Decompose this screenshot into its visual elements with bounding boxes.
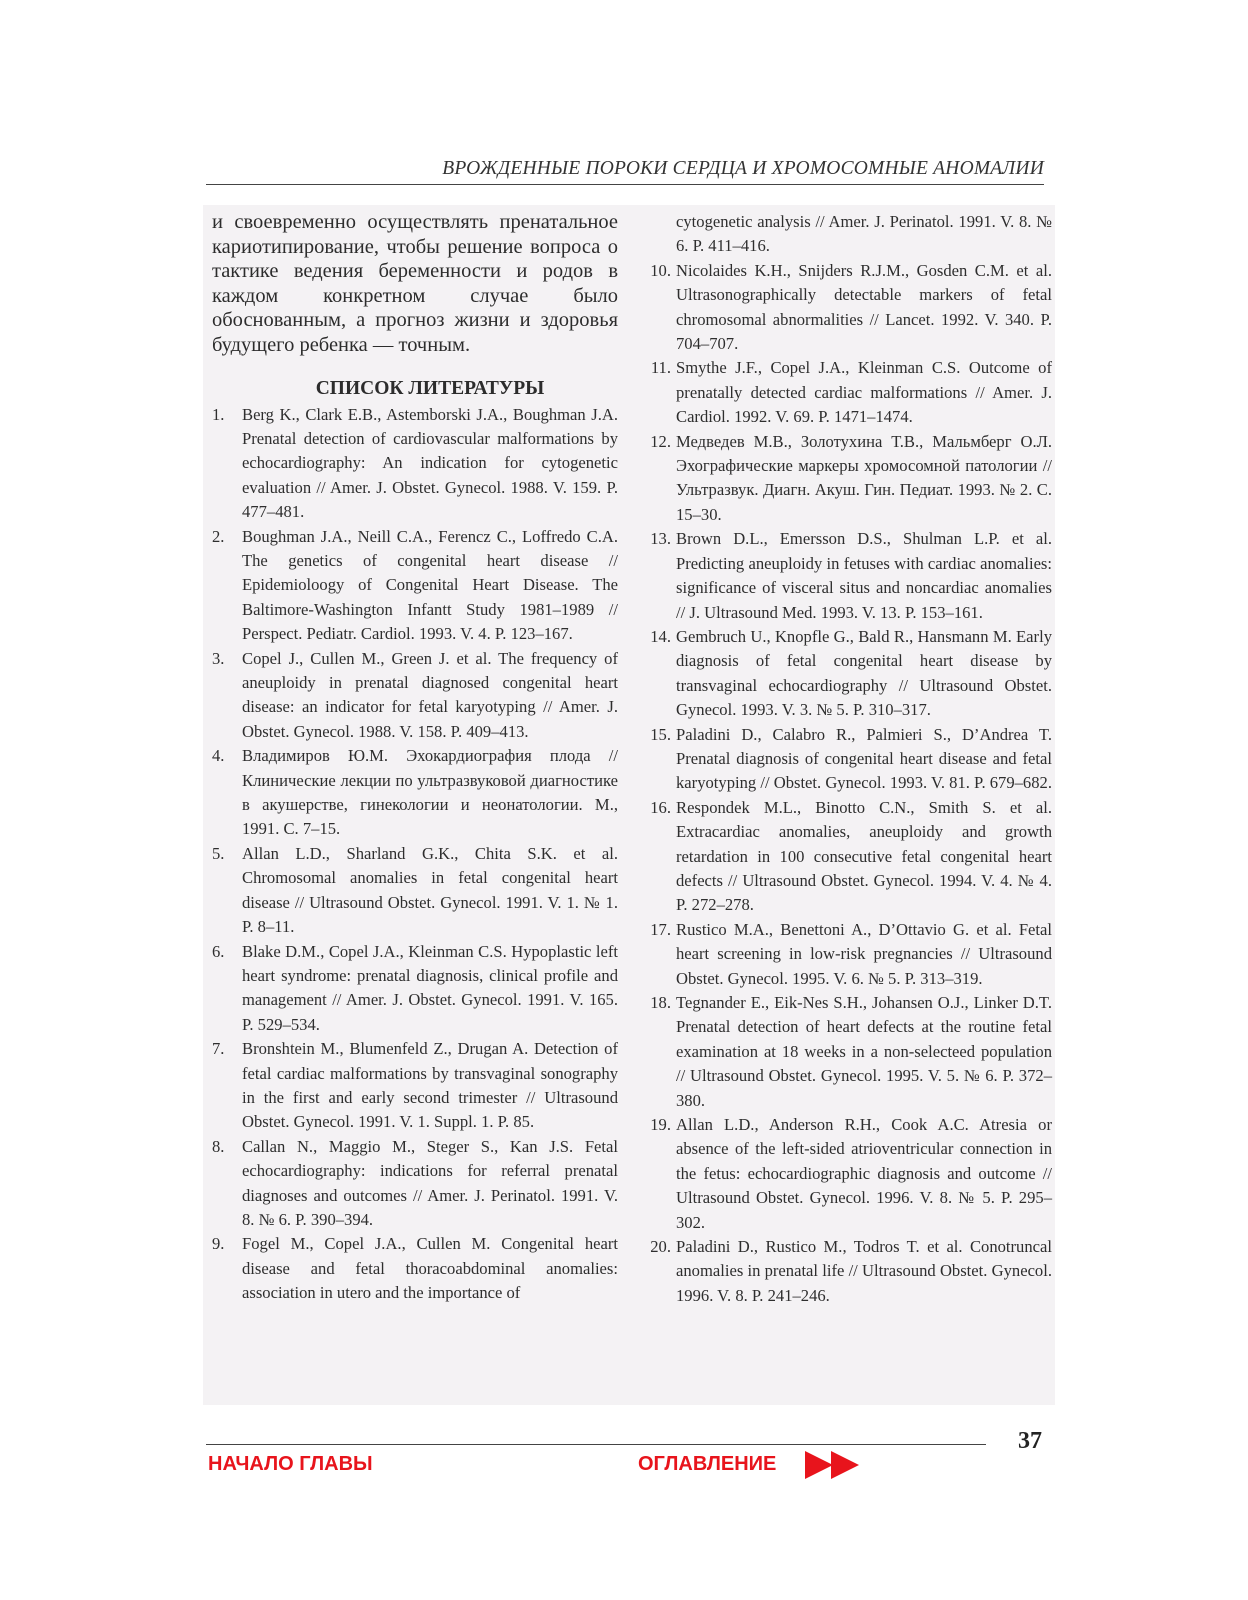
reference-text: Brown D.L., Emersson D.S., Shulman L.P. et al. Predicting aneuploidy in fetuses with cardiac anomalies: significance of visceral situs and noncardiac anomalies // J. Ultrasound Med. 1993. V. 13. P. 153–161. [676,529,1052,622]
reference-number: 15. [650,724,671,744]
reference-number: 18. [650,993,671,1012]
reference-text: Bronshtein M., Blumenfeld Z., Drugan A. Detection of fetal cardiac malformations by transvaginal sonography in the first and early second trimester // Ultrasound Obstet. Gynecol. 1991. V. 1. Suppl. 1. P. 85. [242,1039,618,1132]
reference-text: cytogenetic analysis // Amer. J. Perinatol. 1991. V. 8. № 6. P. 411–416. [676,212,1052,256]
reference-item [212,842,618,940]
reference-number: 8. [212,1136,225,1156]
reference-text: Fogel M., Copel J.A., Cullen M. Congenital heart disease and fetal thoracoabdominal anomalies: association in utero and the importance of [242,1234,618,1303]
header-rule [206,184,1044,185]
reference-text: Nicolaides K.H., Snijders R.J.M., Gosden C.M. et al. Ultrasonographically detectable markers of fetal chromosomal abnormalities // Lancet. 1992. V. 340. P. 704–707. [676,260,1052,354]
reference-text: Smythe J.F., Copel J.A., Kleinman C.S. Outcome of prenatally detected cardiac malformations // Amer. J. Cardiol. 1992. V. 69. P. 1471–1474. [676,358,1052,427]
reference-text: Boughman J.A., Neill C.A., Ferencz C., Loffredo C.A. The genetics of congenital heart disease // Epidemioloogy of Congenital Heart Disease. The Baltimore-Washington Infantt Study 1981–1989 // Perspect. Pediatr. Cardiol. 1993. V. 4. P. 123–167. [242,526,618,644]
reference-number: 11. [650,358,671,378]
reference-text: Copel J., Cullen M., Green J. et al. The frequency of aneuploidy in prenatal diagnosed congenital heart disease: an indicator for fetal karyotyping // Amer. J. Obstet. Gynecol. 1988. V. 158. P. 409–413. [242,648,618,741]
right-column [640,210,1052,1308]
reference-item [640,918,1052,991]
reference-number: 12. [650,431,671,451]
reference-item [640,723,1052,796]
reference-text: Callan N., Maggio M., Steger S., Kan J.S. Fetal echocardiography: indications for referral prenatal diagnoses and outcomes // Amer. J. Perinatol. 1991. V. 8. № 6. P. 390–394. [242,1136,618,1229]
reference-number: 17. [650,919,671,939]
running-header-title: ВРОЖДЕННЫЕ ПОРОКИ СЕРДЦА И ХРОМОСОМНЫЕ АНОМАЛИИ [442,158,1044,179]
reference-item [640,796,1052,918]
reference-number: 1. [212,404,225,424]
reference-number: 10. [650,260,671,280]
reference-item [640,527,1052,625]
reference-item [640,991,1052,1113]
reference-item [640,356,1052,429]
reference-text: Rustico M.A., Benettoni A., D’Ottavio G. et al. Fetal heart screening in low-risk pregnancies // Ultrasound Obstet. Gynecol. 1995. V. 6. № 5. P. 313–319. [676,919,1052,988]
reference-number: 2. [212,526,225,546]
reference-number: 6. [212,941,225,961]
reference-number: 7. [212,1039,225,1059]
reference-item [212,525,618,647]
reference-number: 4. [212,746,225,766]
reference-item [640,1113,1052,1235]
reference-item [212,647,618,745]
reference-item [640,625,1052,723]
chapter-start-link[interactable]: НАЧАЛО ГЛАВЫ [208,1453,373,1475]
reference-item [212,1135,618,1233]
reference-text: Paladini D., Calabro R., Palmieri S., D’Andrea T. Prenatal diagnosis of congenital heart disease and fetal karyotyping // Obstet. Gynecol. 1993. V. 81. P. 679–682. [676,724,1052,793]
reference-item [212,1037,618,1135]
left-column [212,210,618,1306]
reference-number: 16. [650,797,671,817]
references-list-right [640,210,1052,1308]
intro-paragraph: и своевременно осуществлять пренатальное кариотипирование, чтобы решение вопроса о тактике ведения беременности и родов в каждом конкретном случае было обоснованным, а прогноз жизни и здоровья будущего ребенка — точным. [212,211,618,356]
reference-text: Tegnander E., Eik-Nes S.H., Johansen O.J., Linker D.T. Prenatal detection of heart defects at the routine fetal examination at 18 weeks in a non-selecteed population // Ultrasound Obstet. Gynecol. 1995. V. 5. № 6. P. 372–380. [676,993,1052,1110]
reference-item [640,1235,1052,1308]
reference-number: 5. [212,843,225,863]
reference-number: 13. [650,529,671,549]
reference-item [640,430,1052,528]
reference-number: 14. [650,626,671,646]
table-of-contents-link[interactable]: ОГЛАВЛЕНИЕ [638,1453,777,1475]
reference-text: Paladini D., Rustico M., Todros T. et al. Conotruncal anomalies in prenatal life // Ultrasound Obstet. Gynecol. 1996. V. 8. P. 241–246. [676,1237,1052,1305]
reference-number [640,210,676,259]
reference-item [212,940,618,1038]
reference-text: Медведев М.В., Золотухина Т.В., Мальмберг О.Л. Эхографические маркеры хромосомной патологии // Ультразвук. Диагн. Акуш. Гин. Педиат. 1993. № 2. С. 15–30. [676,431,1052,524]
reference-text: Gembruch U., Knopfle G., Bald R., Hansmann M. Early diagnosis of fetal congenital heart disease by transvaginal echocardiography // Ultrasound Obstet. Gynecol. 1993. V. 3. № 5. P. 310–317. [676,626,1052,720]
page-number: 37 [1018,1428,1042,1454]
reference-text: Владимиров Ю.М. Эхокардиография плода // Клинические лекции по ультразвуковой диагностике в акушерстве, гинекологии и неонатологии. М., 1991. С. 7–15. [242,746,618,839]
references-list-left [212,403,618,1306]
reference-item [640,259,1052,357]
reference-text: Allan L.D., Sharland G.K., Chita S.K. et al. Chromosomal anomalies in fetal congenital heart disease // Ultrasound Obstet. Gynecol. 1991. V. 1. № 1. P. 8–11. [242,843,618,937]
reference-text: Blake D.M., Copel J.A., Kleinman C.S. Hypoplastic left heart syndrome: prenatal diagnosis, clinical profile and management // Amer. J. Obstet. Gynecol. 1991. V. 165. P. 529–534. [242,941,618,1034]
reference-number: 3. [212,648,225,668]
reference-text: Respondek M.L., Binotto C.N., Smith S. et al. Extracardiac anomalies, aneuploidy and growth retardation in 100 consecutive fetal congenital heart defects // Ultrasound Obstet. Gynecol. 1994. V. 4. № 4. P. 272–278. [676,797,1052,915]
reference-number: 20. [650,1237,671,1257]
reference-text: Berg K., Clark E.B., Astemborski J.A., Boughman J.A. Prenatal detection of cardiovascular malformations by echocardiography: An indication for cytogenetic evaluation // Amer. J. Obstet. Gynecol. 1988. V. 159. P. 477–481. [242,404,618,522]
reference-number: 19. [650,1115,671,1135]
reference-item [212,403,618,525]
references-heading: СПИСОК ЛИТЕРАТУРЫ [315,377,545,399]
double-arrow-right-icon[interactable] [805,1451,861,1479]
reference-item [212,744,618,842]
reference-text: Allan L.D., Anderson R.H., Cook A.C. Atresia or absence of the left-sided atrioventricular connection in the fetus: echocardiographic diagnosis and outcome // Ultrasound Obstet. Gynecol. 1996. V. 8. № 5. P. 295–302. [676,1115,1052,1232]
footer-rule [206,1444,986,1445]
reference-item [212,1232,618,1305]
reference-item [640,210,1052,259]
reference-number: 9. [212,1234,225,1254]
